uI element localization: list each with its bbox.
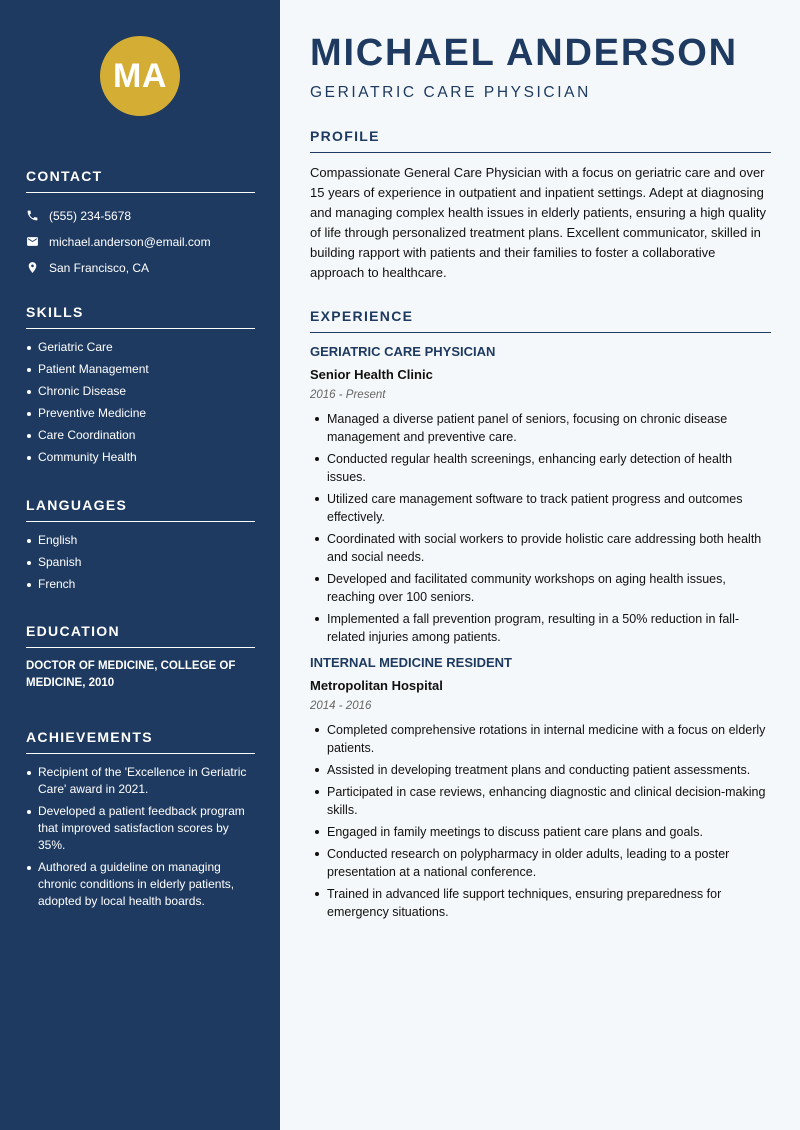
- profile-section: [310, 128, 771, 283]
- job-entry: [310, 654, 771, 921]
- contact-email: [26, 229, 255, 255]
- candidate-title: GERIATRIC CARE PHYSICIAN: [310, 84, 591, 101]
- language-item: French: [26, 576, 255, 593]
- languages-section: [26, 497, 255, 598]
- experience-heading: EXPERIENCE: [310, 308, 771, 333]
- job-bullet: Engaged in family meetings to discuss patient care plans and goals.: [327, 823, 771, 841]
- education-heading: EDUCATION: [26, 623, 255, 648]
- skill-item: Preventive Medicine: [26, 405, 255, 422]
- education-degree: DOCTOR OF MEDICINE, COLLEGE OF MEDICINE, 2010: [26, 660, 236, 689]
- language-item: English: [26, 532, 255, 549]
- job-organization: Senior Health Clinic: [310, 367, 433, 382]
- job-bullet: Trained in advanced life support techniques, ensuring preparedness for emergency situations.: [327, 885, 771, 921]
- profile-heading: PROFILE: [310, 128, 771, 153]
- achievements-section: [26, 729, 255, 915]
- email-text: michael.anderson@email.com: [49, 235, 211, 249]
- achievements-list: [26, 764, 255, 910]
- job-bullet: Implemented a fall prevention program, resulting in a 50% reduction in fall-related injuries among patients.: [327, 610, 771, 646]
- job-bullet: Participated in case reviews, enhancing diagnostic and clinical decision-making skills.: [327, 783, 771, 819]
- location-text: San Francisco, CA: [49, 261, 150, 275]
- skills-list: [26, 339, 255, 466]
- languages-heading: LANGUAGES: [26, 497, 255, 522]
- languages-list: [26, 532, 255, 593]
- education-section: [26, 623, 255, 692]
- language-item: Spanish: [26, 554, 255, 571]
- achievement-item: Authored a guideline on managing chronic conditions in elderly patients, adopted by local health boards.: [26, 859, 255, 910]
- skills-heading: SKILLS: [26, 304, 255, 329]
- job-bullet: Managed a diverse patient panel of seniors, focusing on chronic disease management and preventive care.: [327, 410, 771, 446]
- job-bullet: Completed comprehensive rotations in internal medicine with a focus on elderly patients.: [327, 721, 771, 757]
- job-title: INTERNAL MEDICINE RESIDENT: [310, 655, 512, 670]
- candidate-name: MICHAEL ANDERSON: [310, 32, 738, 74]
- job-bullet: Conducted research on polypharmacy in older adults, leading to a poster presentation at a national conference.: [327, 845, 771, 881]
- job-bullet: Conducted regular health screenings, enhancing early detection of health issues.: [327, 450, 771, 486]
- contact-location: [26, 255, 255, 281]
- experience-section: [310, 308, 771, 925]
- skills-section: [26, 304, 255, 471]
- job-bullet: Coordinated with social workers to provide holistic care addressing both health and social needs.: [327, 530, 771, 566]
- contact-phone: [26, 203, 255, 229]
- job-bullet: Developed and facilitated community workshops on aging health issues, reaching over 100 seniors.: [327, 570, 771, 606]
- skill-item: Community Health: [26, 449, 255, 466]
- achievements-heading: ACHIEVEMENTS: [26, 729, 255, 754]
- job-dates: 2014 - 2016: [310, 700, 372, 712]
- contact-section: [26, 168, 255, 281]
- email-icon: [26, 235, 40, 249]
- sidebar: [0, 0, 280, 1130]
- skill-item: Geriatric Care: [26, 339, 255, 356]
- avatar: MA: [100, 36, 180, 116]
- job-bullets: [310, 410, 771, 646]
- job-bullet: Utilized care management software to track patient progress and outcomes effectively.: [327, 490, 771, 526]
- skill-item: Chronic Disease: [26, 383, 255, 400]
- phone-icon: [26, 209, 40, 223]
- job-dates: 2016 - Present: [310, 389, 386, 401]
- job-entry: [310, 343, 771, 646]
- achievement-item: Developed a patient feedback program that improved satisfaction scores by 35%.: [26, 803, 255, 854]
- phone-text: (555) 234-5678: [49, 209, 132, 223]
- skill-item: Patient Management: [26, 361, 255, 378]
- location-pin-icon: [26, 261, 40, 275]
- job-title: GERIATRIC CARE PHYSICIAN: [310, 344, 496, 359]
- job-organization: Metropolitan Hospital: [310, 678, 443, 693]
- job-bullet: Assisted in developing treatment plans and conducting patient assessments.: [327, 761, 771, 779]
- skill-item: Care Coordination: [26, 427, 255, 444]
- profile-text: Compassionate General Care Physician with a focus on geriatric care and over 15 years of experience in outpatient and inpatient settings. Adept at diagnosing and managing complex health issues in elderly patients, ensuring a high quality of life through personalized treatment plans. Excellent communicator, skilled in building rapport with patients and their families to foster a collaborative approach to healthcare.: [310, 165, 767, 280]
- job-bullets: [310, 721, 771, 921]
- achievement-item: Recipient of the 'Excellence in Geriatric Care' award in 2021.: [26, 764, 255, 798]
- contact-heading: CONTACT: [26, 168, 255, 193]
